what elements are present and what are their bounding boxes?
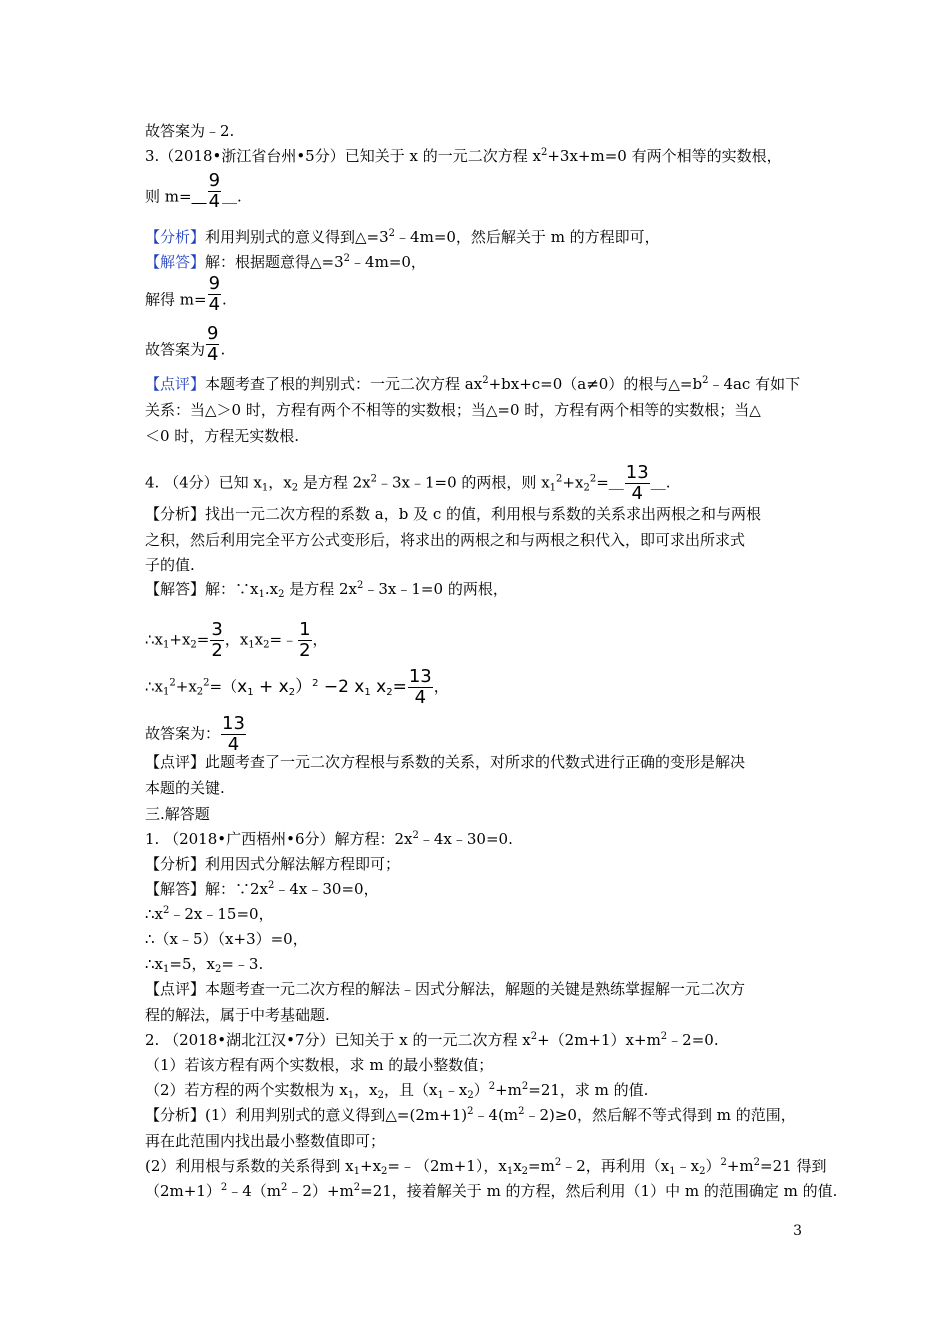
solution-text: =（ — [209, 677, 238, 696]
solution-text: ﹣2x﹣15=0， — [169, 905, 274, 923]
p1-solution-3: ∴（x﹣5）（x+3）=0， — [145, 930, 308, 948]
analysis-text: =21，接着解关于 m 的方程，然后利用（1）中 m 的范围确定 m 的值. — [360, 1182, 838, 1200]
analysis-text: ﹣4(m — [473, 1106, 519, 1124]
q4-text: 是方程 2x — [298, 473, 371, 492]
analysis-text: 利用判别式的意义得到△=3 — [205, 228, 389, 246]
superscript: 2 — [753, 1157, 761, 1168]
solution-text: x — [254, 630, 264, 649]
comment-text: +bx+c=0（a≠0）的根与△=b — [488, 375, 703, 393]
q3-ask-text: 则 m= — [145, 187, 192, 206]
q3-title — [145, 146, 782, 166]
p2-text: ﹣x — [443, 1081, 468, 1099]
superscript: 2 — [281, 1182, 288, 1193]
q4-analysis-2: 之积，然后利用完全平方公式变形后，将求出的两根之和与两根之积代入，即可求出所求式 — [145, 531, 746, 549]
page-number: 3 — [793, 1223, 802, 1239]
q3-solution-2: 解得 m= $\frac{9}{4}$ . — [145, 273, 227, 315]
fraction-denominator: 4 — [221, 734, 246, 755]
answer-text: 故答案为： — [145, 724, 221, 743]
solution-text: ，x — [224, 630, 249, 649]
p2-text: ，且（x — [384, 1081, 438, 1099]
fraction-denominator: 4 — [408, 687, 433, 708]
fraction-numerator: 1 — [299, 619, 311, 640]
p2-text: ﹣2=0. — [667, 1031, 719, 1049]
p1-title — [145, 829, 513, 849]
subscript: 2 — [291, 482, 299, 494]
superscript: 2 — [488, 1081, 496, 1092]
subscript: 2 — [278, 589, 285, 600]
superscript: 2 — [482, 375, 489, 386]
analysis-text: +m — [726, 1157, 754, 1175]
solution-text: .x — [264, 580, 279, 598]
p1-analysis: 【分析】利用因式分解法解方程即可； — [145, 855, 401, 873]
analysis-text: =﹣（2m+1），x — [387, 1157, 507, 1175]
fraction-numerator: 9 — [207, 323, 219, 344]
superscript: 2 — [370, 473, 377, 485]
analysis-text: 找出一元二次方程的系数 a，b 及 c 的值，利用根与系数的关系求出两根之和与两根 — [205, 505, 762, 523]
superscript: 2 — [554, 1157, 562, 1168]
q4-text: = — [596, 473, 609, 492]
math-text: + x — [253, 676, 289, 697]
p2-analysis-3 — [145, 1156, 826, 1176]
p2-analysis-2: 再在此范围内找出最小整数值即可； — [145, 1132, 386, 1150]
superscript: 2 — [518, 1106, 525, 1117]
subscript: 1 — [506, 1166, 514, 1177]
solution-text: ， — [312, 630, 328, 649]
solution-text: ﹣3x﹣1=0 的两根， — [363, 580, 508, 598]
solution-text: =5，x — [169, 955, 215, 973]
analysis-text: ﹣x — [675, 1157, 700, 1175]
q3-ask: 则 m= $\frac{9}{4}$ ＿. — [145, 170, 242, 212]
p2-text: =21，求 m 的值. — [528, 1081, 649, 1099]
solution-text: ∴x — [145, 677, 164, 696]
superscript: 2 — [343, 253, 351, 264]
p1-text: 1. （2018•广西梧州•6分）解方程：2x — [145, 830, 413, 848]
fraction-numerator: 13 — [222, 713, 245, 734]
fraction — [408, 667, 433, 708]
solution-text: 是方程 2x — [284, 580, 358, 598]
subscript: 1 — [258, 589, 265, 600]
subscript: 1 — [347, 1090, 355, 1101]
comment-tag: 【点评】 — [145, 753, 206, 771]
analysis-text: x — [513, 1157, 522, 1175]
analysis-text: =m — [528, 1157, 555, 1175]
fraction-numerator: 3 — [211, 619, 223, 640]
p1-solution-4 — [145, 954, 263, 974]
subscript: 2 — [699, 1166, 706, 1177]
superscript: 2 — [530, 1031, 538, 1042]
superscript: 2 — [357, 580, 364, 591]
q3-comment-2: 关系：当△＞0 时，方程有两个不相等的实数根；当△=0 时，方程有两个相等的实数根；当△ — [145, 401, 761, 419]
analysis-tag: 【分析】 — [145, 228, 206, 246]
superscript: 2 — [203, 677, 210, 689]
fraction — [625, 463, 650, 504]
solution-text: ﹣4x﹣30=0， — [274, 880, 379, 898]
analysis-text: +x — [360, 1157, 382, 1175]
p2-text: +m — [495, 1081, 522, 1099]
subscript: 2 — [381, 1166, 388, 1177]
superscript: 2 — [521, 1081, 529, 1092]
superscript: 2 — [720, 1157, 727, 1168]
q4-comment-2: 本题的关键. — [145, 779, 225, 797]
analysis-text: (2）利用根与系数的关系得到 x — [145, 1157, 354, 1175]
subscript: 1 — [248, 639, 255, 651]
q4-text: 4. （4分）已知 x — [145, 473, 262, 492]
subscript: 1 — [353, 1166, 360, 1177]
subscript: 2 — [263, 639, 270, 651]
subscript: 1 — [163, 964, 170, 975]
superscript: 2 — [589, 473, 597, 485]
subscript: 2 — [288, 686, 296, 698]
analysis-text: ﹣2）+m — [287, 1182, 354, 1200]
solution-text: 解：∵x — [205, 580, 259, 598]
subscript: 2 — [196, 686, 204, 698]
p2-question-2 — [145, 1080, 648, 1100]
superscript: 2 — [268, 880, 275, 891]
solution-text: =﹣ — [269, 630, 298, 649]
q4-text: +x — [562, 473, 584, 492]
fraction — [298, 620, 311, 661]
solution-tag: 【解答】 — [145, 580, 206, 598]
answer-line: 故答案为﹣2. — [145, 122, 235, 140]
analysis-text: （2m+1） — [145, 1182, 221, 1200]
solution-text: +x — [169, 630, 191, 649]
subscript: 1 — [163, 639, 170, 651]
superscript: 2 — [702, 375, 709, 386]
q4-solution-3 — [145, 667, 449, 708]
solution-text: 解得 m= — [145, 290, 207, 309]
math-text: x — [370, 676, 387, 697]
solution-tag: 【解答】 — [145, 253, 206, 271]
subscript: 2 — [190, 639, 197, 651]
superscript: 2 — [388, 228, 396, 239]
comment-text: 本题考查了根的判别式：一元二次方程 ax — [205, 375, 483, 393]
p2-text: ） — [473, 1081, 489, 1099]
fraction-denominator: 4 — [208, 294, 221, 315]
fraction-numerator: 13 — [408, 666, 432, 687]
subscript: 1 — [364, 686, 371, 698]
fraction-numerator: 9 — [208, 273, 221, 294]
p1-comment-2: 程的解法，属于中考基础题. — [145, 1006, 330, 1024]
subscript: 2 — [377, 1090, 384, 1101]
q3-analysis — [145, 227, 660, 247]
q4-solution-2 — [145, 620, 328, 661]
p1-text: ﹣4x﹣30=0. — [418, 830, 513, 848]
superscript: 2 — [412, 830, 419, 841]
fraction — [208, 171, 221, 212]
p2-analysis-4 — [145, 1181, 837, 1201]
p2-analysis-1 — [145, 1105, 796, 1125]
q4-comment-1 — [145, 752, 745, 772]
q4-solution-1 — [145, 579, 508, 599]
solution-text: ， — [433, 677, 449, 696]
fraction — [221, 714, 246, 755]
q4-text: ，x — [268, 473, 292, 492]
subscript: 1 — [437, 1090, 444, 1101]
subscript: 2 — [583, 482, 590, 494]
fraction-denominator: 4 — [625, 483, 650, 504]
solution-text: 解：根据题意得△=3 — [205, 253, 344, 271]
analysis-text: ﹣4m=0，然后解关于 m 的方程即可， — [395, 228, 660, 246]
analysis-text: 【分析】(1）利用判别式的意义得到△=(2m+1) — [145, 1106, 468, 1124]
p2-text: +（2m+1）x+m — [537, 1031, 661, 1049]
math-expression — [237, 677, 407, 697]
p2-question-1: （1）若该方程有两个实数根，求 m 的最小整数值； — [145, 1056, 494, 1074]
superscript: 2 — [220, 1182, 228, 1193]
superscript: 2 — [312, 677, 319, 689]
analysis-tag: 【分析】 — [145, 505, 206, 523]
solution-text: = — [196, 630, 210, 649]
superscript: 2 — [660, 1031, 668, 1042]
p1-solution-1 — [145, 879, 379, 899]
fraction-denominator: 2 — [211, 640, 223, 661]
q3-solution — [145, 252, 426, 272]
superscript: 2 — [467, 1106, 474, 1117]
q4-analysis-1 — [145, 504, 761, 524]
analysis-text: ﹣2，再利用（x — [561, 1157, 670, 1175]
comment-text: 此题考查了一元二次方程根与系数的关系，对所求的代数式进行正确的变形是解决 — [205, 753, 746, 771]
q3-comment-3: ＜0 时，方程无实数根. — [145, 427, 300, 445]
superscript: 2 — [556, 473, 563, 485]
analysis-text: ） — [705, 1157, 721, 1175]
q4-text: ﹣3x﹣1=0 的两根，则 x — [377, 473, 550, 492]
fraction — [206, 324, 219, 365]
analysis-text: ﹣4（m — [227, 1182, 282, 1200]
comment-tag: 【点评】 — [145, 375, 206, 393]
q3-title-text: 3.（2018•浙江省台州•5分）已知关于 x 的一元二次方程 x — [145, 147, 541, 165]
superscript: 2 — [163, 905, 170, 916]
solution-text: =﹣3. — [221, 955, 264, 973]
fraction-denominator: 2 — [299, 640, 311, 661]
p2-text: （2）若方程的两个实数根为 x — [145, 1081, 348, 1099]
solution-text: ∴x — [145, 630, 164, 649]
subscript: 1 — [669, 1166, 676, 1177]
fraction-numerator: 9 — [208, 170, 221, 191]
p1-comment-1: 【点评】本题考查一元二次方程的解法﹣因式分解法，解题的关键是熟练掌握解一元二次方 — [145, 980, 746, 998]
q3-title-end: +3x+m=0 有两个相等的实数根， — [547, 147, 782, 165]
q3-answer: 故答案为 $\frac{9}{4}$ . — [145, 323, 226, 365]
p2-title — [145, 1030, 719, 1050]
answer-text: 故答案为 — [145, 340, 206, 359]
solution-text: ∴x — [145, 955, 164, 973]
fraction — [208, 274, 221, 315]
subscript: 2 — [467, 1090, 474, 1101]
solution-text: ﹣4m=0， — [350, 253, 426, 271]
subscript: 2 — [521, 1166, 529, 1177]
subscript: 1 — [261, 482, 269, 494]
p1-solution-2 — [145, 904, 274, 924]
analysis-text: =21 得到 — [760, 1157, 827, 1175]
q4-title: 4. （4分）已知 $x_1$，$x_2$ 是方程 $2x^2﹣3x﹣1=0$ 的两根，则 $x_1^2+x_2^2=\_$ $\frac{13}{4}$ ＿. — [145, 462, 671, 504]
solution-text: ∴x — [145, 905, 164, 923]
fraction-numerator: 13 — [625, 462, 649, 483]
subscript: 2 — [214, 964, 222, 975]
analysis-text: ﹣2)≥0，然后解不等式得到 m 的范围， — [524, 1106, 796, 1124]
fraction — [210, 620, 223, 661]
solution-text: 【解答】解：∵2x — [145, 880, 269, 898]
q4-analysis-3: 子的值. — [145, 556, 195, 574]
p2-text: 2. （2018•湖北江汉•7分）已知关于 x 的一元二次方程 x — [145, 1031, 531, 1049]
superscript: 2 — [353, 1182, 361, 1193]
math-text: −2 x — [318, 676, 365, 697]
subscript: 2 — [386, 686, 393, 698]
subscript: 1 — [163, 686, 170, 698]
fraction-denominator: 4 — [207, 344, 219, 365]
q3-comment-1 — [145, 374, 800, 394]
math-text: x — [237, 676, 248, 697]
math-text: ） — [295, 676, 313, 697]
fraction-denominator: 4 — [208, 191, 221, 212]
math-text: = — [392, 676, 407, 697]
p2-text: ，x — [354, 1081, 378, 1099]
subscript: 1 — [247, 686, 254, 698]
superscript: 2 — [169, 677, 176, 689]
section-heading: 三.解答题 — [145, 805, 210, 823]
solution-text: +x — [175, 677, 197, 696]
q4-answer — [145, 714, 247, 755]
superscript: 2 — [540, 147, 548, 158]
subscript: 1 — [549, 482, 557, 494]
comment-text: ﹣4ac 有如下 — [708, 375, 801, 393]
